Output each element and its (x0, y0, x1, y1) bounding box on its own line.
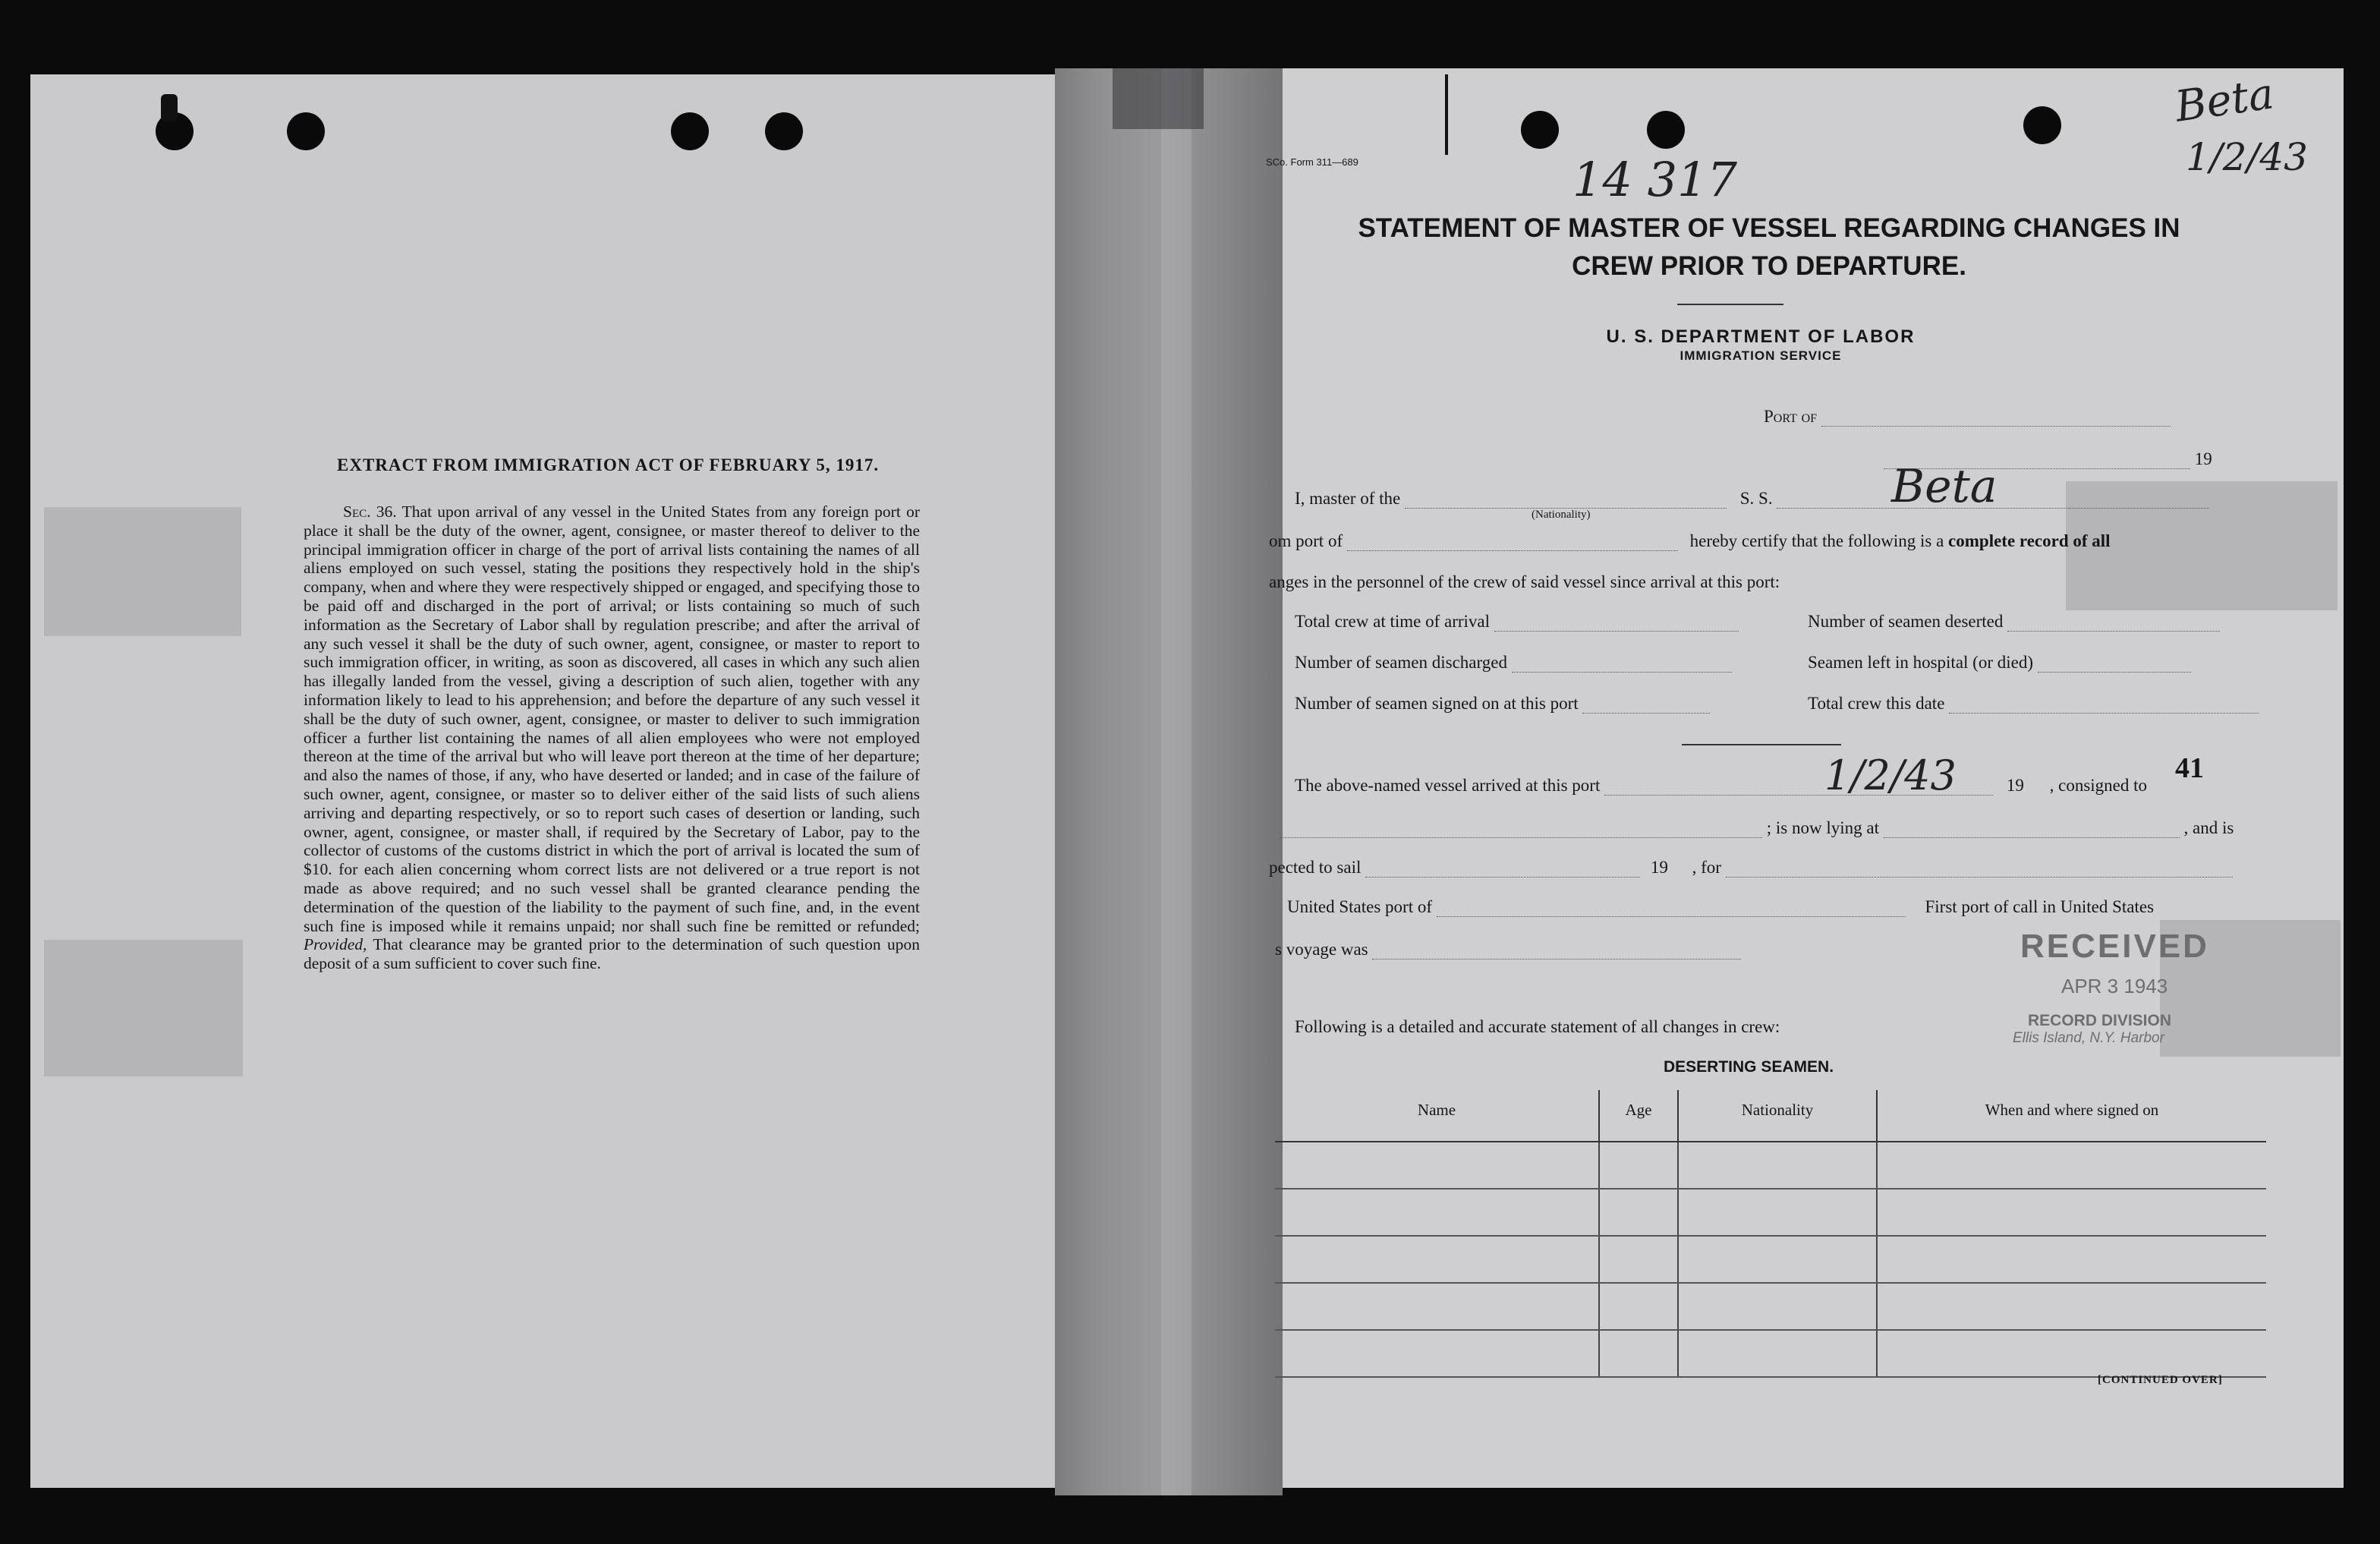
cell-nationality[interactable] (1678, 1189, 1877, 1236)
cell-nationality[interactable] (1678, 1283, 1877, 1330)
cell-signed-on[interactable] (1877, 1189, 2266, 1236)
and-is-label: , and is (2183, 818, 2234, 837)
table-row (1275, 1236, 2266, 1283)
seamen-deserted-field[interactable] (2007, 631, 2220, 632)
complete-record-text: complete record of all (1948, 531, 2111, 550)
extract-title: EXTRACT FROM IMMIGRATION ACT OF FEBRUARY 5, 1917. (337, 455, 880, 474)
total-crew-date-field[interactable] (1949, 713, 2259, 714)
expected-row (1269, 858, 2233, 878)
fold-mark (1445, 74, 1448, 155)
form-number: SCo. Form 311—689 (1266, 156, 1358, 168)
table-row (1275, 1283, 2266, 1330)
seamen-discharged-label: Number of seamen discharged (1295, 653, 1507, 672)
handwritten-file-number: 14 317 (1572, 152, 1737, 207)
certify-row (1269, 531, 2111, 551)
cell-name[interactable] (1275, 1189, 1599, 1236)
cell-name[interactable] (1275, 1330, 1599, 1377)
title-rule (1677, 304, 1783, 305)
stamp-division: RECORD DIVISION (2028, 1012, 2172, 1029)
cell-signed-on[interactable] (1877, 1142, 2266, 1189)
from-port-label: om port of (1269, 531, 1343, 550)
proviso-word: Provided, (304, 935, 367, 954)
signed-on-field[interactable] (1582, 713, 1710, 714)
cell-age[interactable] (1599, 1236, 1678, 1283)
voyage-label: s voyage was (1275, 940, 1368, 959)
table-row (1275, 1330, 2266, 1377)
cell-age[interactable] (1599, 1142, 1678, 1189)
following-text: Following is a detailed and accurate statement of all changes in crew: (1295, 1017, 1780, 1036)
expected-sail-field[interactable] (1365, 877, 1640, 878)
arrived-date-handwritten: 1/2/43 (1824, 752, 1957, 799)
stamp-date: APR 3 1943 (2061, 975, 2168, 997)
deserting-seamen-table (1275, 1090, 2266, 1378)
port-field[interactable] (1821, 426, 2171, 427)
total-crew-arrival-row (1295, 612, 1739, 632)
nationality-caption: (Nationality) (1532, 509, 1591, 521)
expected-sail-label: pected to sail (1269, 858, 1362, 877)
lying-label: ; is now lying at (1766, 818, 1879, 837)
section-rule (1682, 744, 1841, 745)
cell-nationality[interactable] (1678, 1142, 1877, 1189)
service-name: IMMIGRATION SERVICE (1680, 348, 1842, 363)
cell-signed-on[interactable] (1877, 1330, 2266, 1377)
master-row (1295, 489, 2209, 509)
seamen-discharged-row (1295, 653, 1732, 673)
table-row (1275, 1142, 2266, 1189)
binder-clip-mark (161, 94, 178, 121)
corner-handwriting-name: Beta (2172, 69, 2278, 132)
seamen-deserted-label: Number of seamen deserted (1808, 612, 2004, 631)
cell-nationality[interactable] (1678, 1236, 1877, 1283)
signed-on-row (1295, 694, 1710, 714)
port-label: Port of (1764, 407, 1818, 426)
col-signed-on: When and where signed on (1877, 1090, 2266, 1142)
tape-dark-top (1113, 68, 1204, 129)
arrived-row (1295, 776, 2147, 796)
punch-hole (1521, 111, 1559, 149)
tape-patch (44, 507, 241, 636)
total-crew-arrival-field[interactable] (1494, 631, 1739, 632)
corner-handwriting-date: 1/2/43 (2186, 135, 2308, 179)
left-hospital-label: Seamen left in hospital (or died) (1808, 653, 2034, 672)
cell-age[interactable] (1599, 1330, 1678, 1377)
punch-hole (671, 112, 709, 150)
tape-highlight (1161, 68, 1192, 1495)
consigned-label: , consigned to (2049, 776, 2148, 795)
left-hospital-field[interactable] (2038, 672, 2191, 673)
department-name: U. S. DEPARTMENT OF LABOR (1606, 326, 1916, 347)
us-port-row (1287, 897, 2154, 917)
voyage-row (1275, 940, 1741, 959)
cell-signed-on[interactable] (1877, 1236, 2266, 1283)
cell-name[interactable] (1275, 1283, 1599, 1330)
punch-hole (765, 112, 803, 150)
section-text-end: That clearance may be granted prior to the determination of such question upon deposit of a sum sufficient to cover such fine. (304, 935, 920, 973)
left-hospital-row (1808, 653, 2191, 673)
continued-over: [CONTINUED OVER] (2098, 1374, 2223, 1386)
certify-text: hereby certify that the following is a (1689, 531, 1944, 550)
punch-hole (287, 112, 325, 150)
destination-field[interactable] (1726, 877, 2233, 878)
col-name: Name (1275, 1090, 1599, 1142)
section-text: That upon arrival of any vessel in the United States from any foreign port or place it shall be the duty of the owner, agent, consignee, or master thereof to deliver to the principal immigration officer in charge of the port of arrival lists containing the names of all aliens employed on such vessel, stating the positions they respectively hold in the ship's company, when and where they were respectively shipped or engaged, and specifying those to be paid off and discharged in the port of arrival; or lists containing so much of such information as the Secretary of Labor shall by regulation prescribe; and after the arrival of any such vessel it shall be the duty of such owner, agent, consignee, or master to report to such immigration officer, in writing, as soon as discovered, all cases in which any such alien has illegally landed from the vessel, giving a description of such alien, together with any information likely to lead to his apprehension; and before the departure of any such vessel it shall be the duty of such owner, agent, consignee, or master to deliver to such immigration officer a further list containing the names of all alien employees who were not employed thereon at the time of the arrival but who will leave port thereon at the time of her departure; and also the names of those, if any, who have deserted or landed; and in case of the failure of such owner, agent, consignee, or master so to deliver either of the said lists of such aliens arriving and departing respectively, or so to report such cases of desertion or landing, such owner, agent, consignee, or master shall, if required by the Secretary of Labor, pay to the collector of customs of the customs district in which the port of arrival is located the sum of $10. for each alien concerning whom correct lists are not delivered or a true report is not made as above required; and no such vessel shall be granted clearance pending the determination of the question of the liability to the payment of such fine, and, in the event such fine is imposed while it remains unpaid; nor shall such fine be remitted or refunded; (304, 503, 920, 935)
master-label: I, master of the (1295, 489, 1401, 508)
for-label: , for (1692, 858, 1721, 877)
cell-nationality[interactable] (1678, 1330, 1877, 1377)
form-title (1264, 210, 2274, 285)
consignee-field[interactable] (1280, 837, 1762, 838)
cell-age[interactable] (1599, 1189, 1678, 1236)
changes-row: anges in the personnel of the crew of said vessel since arrival at this port: (1269, 572, 1780, 591)
total-crew-arrival-label: Total crew at time of arrival (1295, 612, 1491, 631)
received-stamp (2013, 928, 2271, 1047)
expected-year-prefix: 19 (1650, 858, 1668, 877)
stamp-place: Ellis Island, N.Y. Harbor (2013, 1030, 2164, 1046)
cell-signed-on[interactable] (1877, 1283, 2266, 1330)
ship-name-handwritten: Beta (1891, 460, 1998, 513)
punch-hole (1647, 111, 1685, 149)
from-port-field[interactable] (1347, 550, 1678, 551)
lying-row (1280, 818, 2234, 838)
cell-age[interactable] (1599, 1283, 1678, 1330)
total-crew-date-row (1808, 694, 2259, 714)
extract-body (304, 503, 920, 973)
first-port-label: First port of call in United States (1925, 897, 2155, 916)
arrived-year-prefix: 19 (2006, 776, 2024, 795)
date-year-prefix: 19 (2194, 449, 2212, 468)
cell-name[interactable] (1275, 1142, 1599, 1189)
form-title-line1: STATEMENT OF MASTER OF VESSEL REGARDING CHANGES IN (1358, 213, 2180, 243)
port-row (1764, 407, 2171, 427)
cell-name[interactable] (1275, 1236, 1599, 1283)
seamen-discharged-field[interactable] (1512, 672, 1732, 673)
seamen-deserted-row (1808, 612, 2220, 632)
col-age: Age (1599, 1090, 1678, 1142)
form-title-line2: CREW PRIOR TO DEPARTURE. (1572, 251, 1966, 281)
printed-year-41: 41 (2175, 752, 2204, 784)
total-crew-date-label: Total crew this date (1808, 694, 1945, 713)
punch-hole (2023, 106, 2061, 144)
lying-at-field[interactable] (1884, 837, 2180, 838)
deserting-heading: DESERTING SEAMEN. (1664, 1058, 1834, 1076)
col-nationality: Nationality (1678, 1090, 1877, 1142)
section-label: Sec. 36. (343, 503, 397, 521)
table-header-row (1275, 1090, 2266, 1142)
us-port-field[interactable] (1437, 916, 1906, 917)
stamp-received: RECEIVED (2020, 928, 2209, 965)
table-row (1275, 1189, 2266, 1236)
us-port-label: United States port of (1287, 897, 1432, 916)
tape-patch (44, 940, 243, 1076)
arrived-label: The above-named vessel arrived at this port (1295, 776, 1601, 795)
signed-on-label: Number of seamen signed on at this port (1295, 694, 1579, 713)
ss-label: S. S. (1739, 489, 1773, 508)
